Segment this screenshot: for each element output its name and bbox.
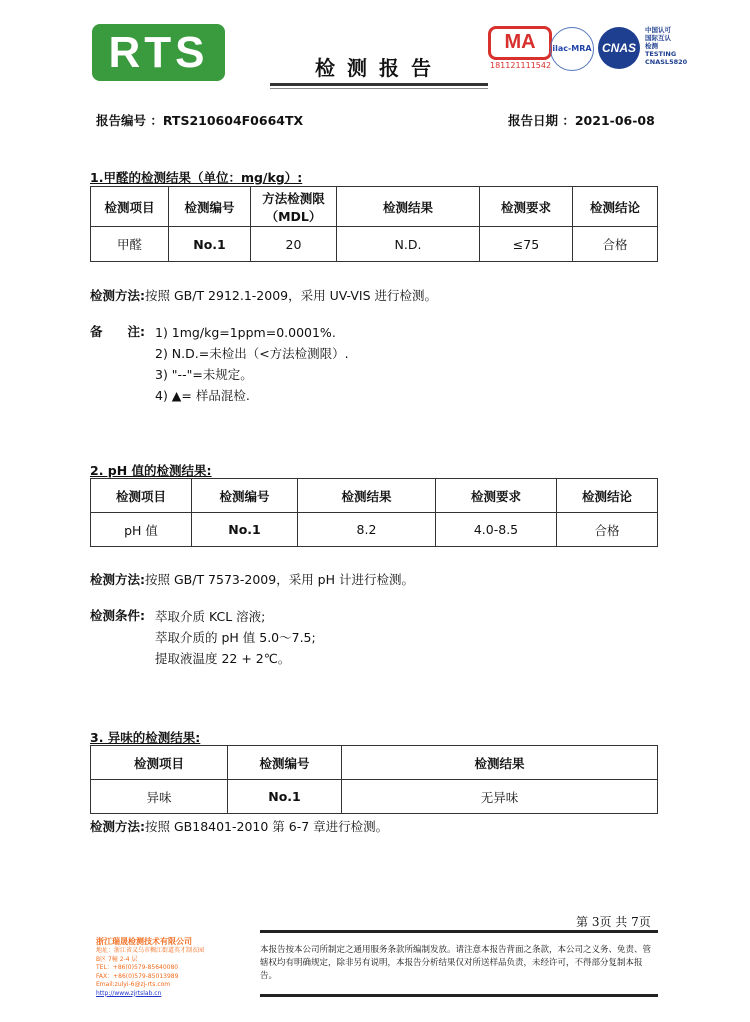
report-title: 检测报告: [315, 56, 443, 80]
cnas-text: [645, 26, 687, 66]
condition-item: 提取液温度 22 + 2℃。: [155, 651, 291, 666]
condition-item: 萃取介质的 pH 值 5.0～7.5;: [155, 630, 316, 645]
company-name: 浙江瑞晟检测技术有限公司: [96, 937, 192, 946]
method-label: 检测方法:: [90, 819, 145, 834]
note-item: 2) N.D.=未检出（<方法检测限）.: [155, 346, 349, 361]
company-info: [96, 936, 204, 998]
company-address: 地址：浙江省义乌市稠江街道英才制衣园: [96, 947, 205, 954]
report-number-label: 报告编号 ：: [96, 113, 163, 128]
notes-label: 备 注:: [90, 324, 145, 339]
section3-method: [90, 817, 388, 835]
column-header: 检测项目: [91, 746, 228, 780]
cell: pH 值: [91, 513, 192, 547]
column-header: 检测项目: [91, 187, 169, 227]
cnas-logo: CNAS: [598, 27, 640, 69]
section1-title: 1.甲醛的检测结果（单位：mg/kg）:: [90, 170, 303, 185]
report-number: [96, 111, 303, 129]
cma-number: 181121111542: [490, 61, 552, 70]
cell: 4.0-8.5: [436, 513, 557, 547]
formaldehyde-table: [90, 186, 658, 262]
ph-table: [90, 478, 658, 547]
table-row: [91, 227, 658, 262]
column-header: 检测结论: [573, 187, 658, 227]
table-header-row: [91, 187, 658, 227]
cnas-line: CNASL5820: [645, 58, 688, 66]
company-address: B区 7幢 2-4 层: [96, 955, 138, 963]
rts-logo: RTS: [92, 24, 225, 81]
cell: 异味: [91, 780, 228, 814]
method-text: 按照 GB18401-2010 第 6-7 章进行检测。: [145, 819, 389, 834]
section3-title: 3. 异味的检测结果:: [90, 730, 201, 745]
column-header: 检测结果: [342, 746, 658, 780]
ilac-mra-logo: ilac-MRA: [550, 27, 594, 71]
column-header: 检测结论: [557, 479, 658, 513]
cell: No.1: [228, 780, 342, 814]
cell: No.1: [192, 513, 298, 547]
footer-rule-bottom: [260, 994, 658, 997]
column-header: 检测结果: [298, 479, 436, 513]
note-item: 4) ▲= 样品混检.: [155, 388, 250, 403]
method-text: 按照 GB/T 7573-2009，采用 pH 计进行检测。: [145, 572, 414, 587]
cnas-line: TESTING: [645, 50, 677, 58]
column-header: 检测项目: [91, 479, 192, 513]
table-header-row: [91, 746, 658, 780]
report-date-value: 2021-06-08: [574, 113, 655, 128]
cell: N.D.: [337, 227, 480, 262]
table-row: [91, 780, 658, 814]
cell: 无异味: [342, 780, 658, 814]
column-header: 方法检测限（MDL）: [251, 187, 337, 227]
title-underline: [270, 83, 488, 86]
company-email: Email:zulyi-6@zj-rts.com: [96, 981, 171, 988]
conditions-label: 检测条件:: [90, 608, 145, 623]
note-item: 3) "--"=未规定。: [155, 367, 253, 382]
cell: No.1: [169, 227, 251, 262]
disclaimer: 本报告按本公司所制定之通用服务条款所编制发放。请注意本报告背面之条款，本公司之义务、免责、管辖权均有明确规定，除非另有说明，本报告分析结果仅对所送样品负责，未经许可，不得部分复制本报告。: [260, 945, 652, 981]
table-header-row: [91, 479, 658, 513]
cnas-line: 检测: [645, 42, 658, 50]
company-website-link[interactable]: http://www.zjrtslab.cn: [96, 989, 162, 997]
notes-list: [155, 322, 349, 406]
cnas-line: 中国认可: [645, 26, 671, 34]
cell: 合格: [557, 513, 658, 547]
cell: 20: [251, 227, 337, 262]
column-header: 检测编号: [169, 187, 251, 227]
condition-item: 萃取介质 KCL 溶液;: [155, 609, 266, 624]
footer-rule-top: [260, 930, 658, 933]
company-fax: FAX：+86(0)579-85013989: [96, 972, 179, 980]
column-header: 检测编号: [228, 746, 342, 780]
report-date: [508, 111, 655, 129]
note-item: 1) 1mg/kg=1ppm=0.0001%.: [155, 325, 336, 340]
cnas-line: 国际互认: [645, 34, 671, 42]
method-label: 检测方法:: [90, 572, 145, 587]
method-text: 按照 GB/T 2912.1-2009，采用 UV-VIS 进行检测。: [145, 288, 437, 303]
cell: ≤75: [480, 227, 573, 262]
cell: 甲醛: [91, 227, 169, 262]
section1-method: [90, 286, 437, 304]
conditions-list: [155, 606, 316, 669]
section2-title: 2. pH 值的检测结果:: [90, 463, 212, 478]
column-header: 检测结果: [337, 187, 480, 227]
column-header: 检测要求: [436, 479, 557, 513]
title-underline-thin: [270, 88, 488, 89]
section2-method: [90, 570, 414, 588]
method-label: 检测方法:: [90, 288, 145, 303]
report-date-label: 报告日期 ：: [508, 113, 575, 128]
column-header: 检测要求: [480, 187, 573, 227]
column-header: 检测编号: [192, 479, 298, 513]
company-tel: TEL：+86(0)579-85640080: [96, 964, 179, 971]
cell: 合格: [573, 227, 658, 262]
page-number: 第 3页 共 7页: [576, 915, 651, 929]
odor-table: [90, 745, 658, 814]
cell: 8.2: [298, 513, 436, 547]
report-number-value: RTS210604F0664TX: [162, 113, 304, 128]
table-row: [91, 513, 658, 547]
cma-logo: MA: [488, 26, 552, 60]
